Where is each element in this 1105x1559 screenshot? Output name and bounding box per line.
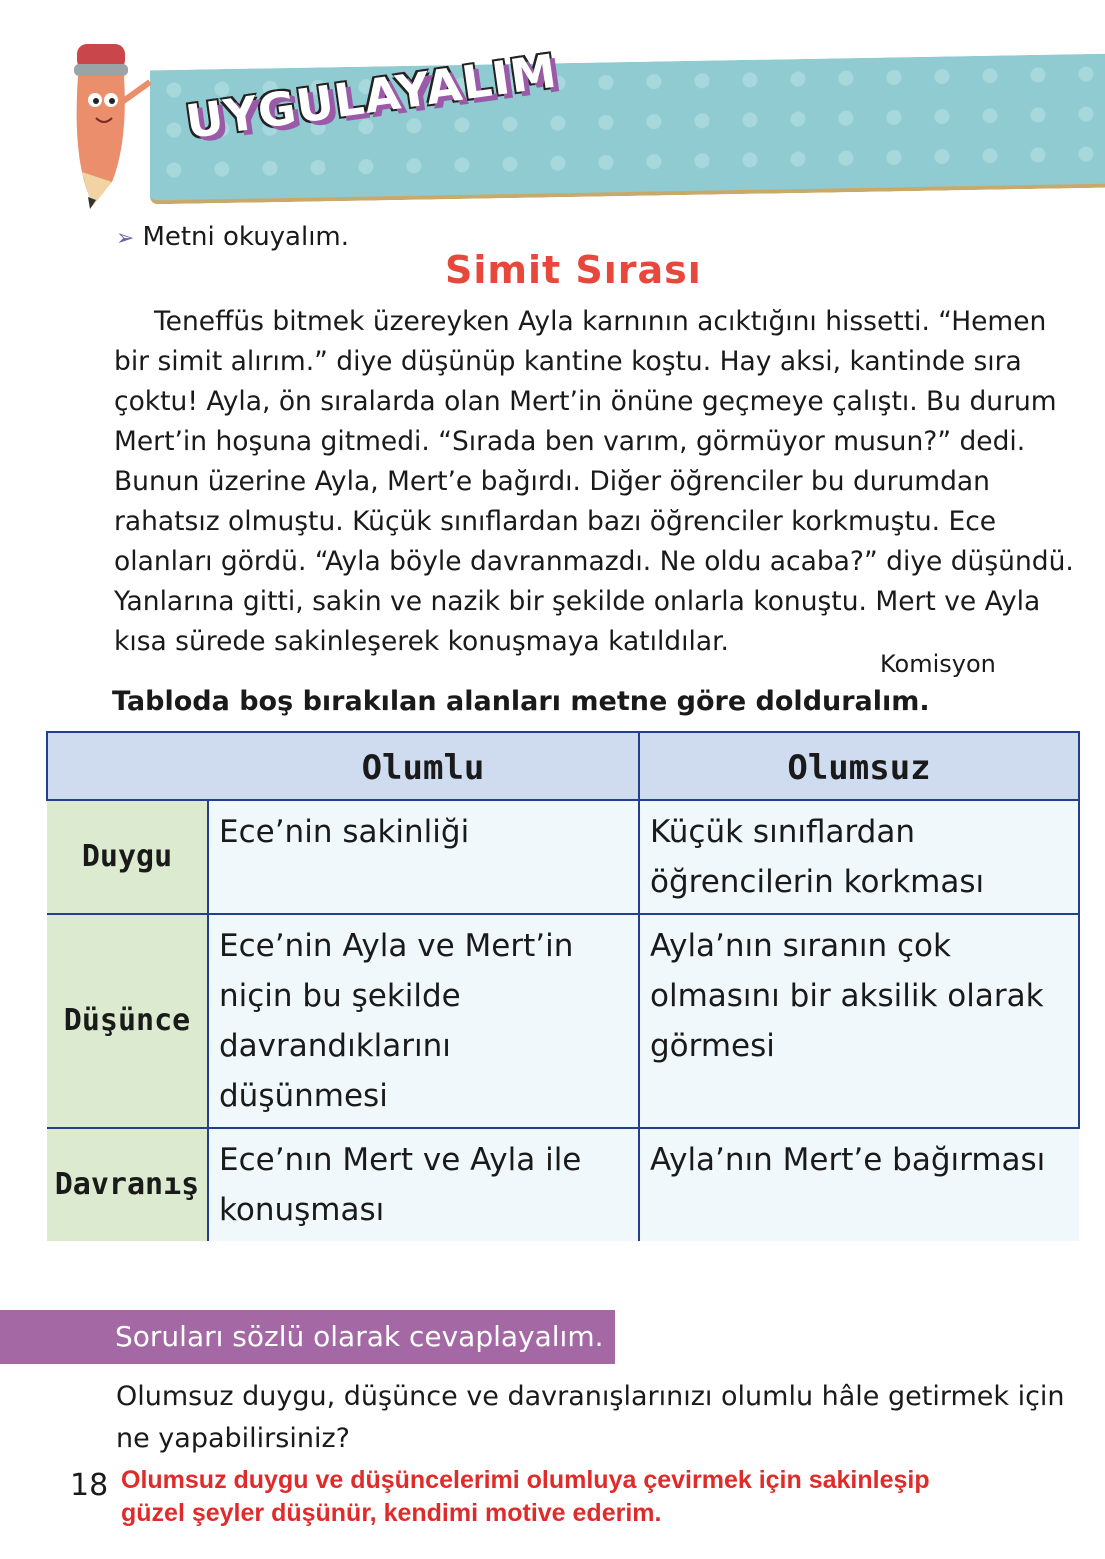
row-label: Düşünce: [47, 914, 208, 1128]
negative-cell[interactable]: Ayla’nın Mert’e bağırması: [639, 1128, 1079, 1241]
story-line: Teneffüs bitmek üzereyken Ayla karnının acıktığını hissetti. “Hemen: [154, 306, 1047, 337]
section2-title: Soruları sözlü olarak cevaplayalım.: [115, 1320, 604, 1353]
negative-cell[interactable]: Küçük sınıflardan öğrencilerin korkması: [639, 800, 1079, 914]
story-line: çoktu! Ayla, ön sıralarda olan Mert’in önüne geçmeye çalıştı. Bu durum: [114, 386, 1057, 417]
story-line: bir simit alırım.” diye düşünüp kantine koştu. Hay aksi, kantinde sıra: [114, 346, 1022, 377]
negative-cell[interactable]: Ayla’nın sıranın çok olmasını bir aksilik olarak görmesi: [639, 914, 1079, 1128]
page-number: 18: [70, 1468, 109, 1503]
table-row: [47, 914, 1079, 1128]
story-line: Yanlarına gitti, sakin ve nazik bir şekilde onlarla konuştu. Mert ve Ayla: [114, 586, 1041, 617]
story-line: Mert’in hoşuna gitmedi. “Sırada ben varım, görmüyor musun?” dedi.: [114, 426, 1026, 457]
story-line: Bunun üzerine Ayla, Mert’e bağırdı. Diğer öğrenciler bu durumdan: [114, 466, 990, 497]
answer-line: güzel şeyler düşünür, kendimi motive ederim.: [121, 1499, 662, 1527]
table-row: [47, 800, 1079, 914]
instruction-text: Metni okuyalım.: [142, 222, 350, 252]
story-title: Simit Sırası: [445, 248, 702, 292]
row-label: Duygu: [47, 800, 208, 914]
task-instruction: Tabloda boş bırakılan alanları metne göre dolduralım.: [112, 686, 930, 717]
story-line: olanları gördü. “Ayla böyle davranmazdı. Ne oldu acaba?” diye düşündü.: [114, 546, 1074, 577]
question: Olumsuz duygu, düşünce ve davranışlarınızı olumlu hâle getirmek için ne yapabilirsiniz?: [116, 1381, 1065, 1454]
story-paragraph: [114, 302, 1074, 662]
answer-line: Olumsuz duygu ve düşüncelerimi olumluya çevirmek için sakinleşip: [121, 1466, 930, 1494]
section2-header: [0, 1310, 615, 1364]
banner-title: UYGULAYALIM: [182, 43, 561, 149]
positive-cell[interactable]: Ece’nın Mert ve Ayla ile konuşması: [208, 1128, 639, 1241]
arrow-icon: ➢: [116, 226, 135, 251]
answer: [121, 1464, 930, 1530]
story-author: Komisyon: [880, 650, 996, 678]
emotion-table: [46, 731, 1080, 1241]
positive-cell[interactable]: Ece’nin Ayla ve Mert’in niçin bu şekilde davrandıklarını düşünmesi: [208, 914, 639, 1128]
story-line: rahatsız olmuştu. Küçük sınıflardan bazı öğrenciler korkmuştu. Ece: [114, 506, 997, 537]
positive-cell[interactable]: Ece’nin sakinliği: [208, 800, 639, 914]
header-negative: Olumsuz: [639, 732, 1079, 800]
story-line: kısa sürede sakinleşerek konuşmaya katıldılar.: [114, 626, 729, 657]
pencil-mascot-icon: [62, 42, 152, 212]
row-label: Davranış: [47, 1128, 208, 1241]
header-blank: [47, 732, 208, 800]
table-row: [47, 1128, 1079, 1241]
header-positive: Olumlu: [208, 732, 639, 800]
instruction: [116, 222, 349, 252]
